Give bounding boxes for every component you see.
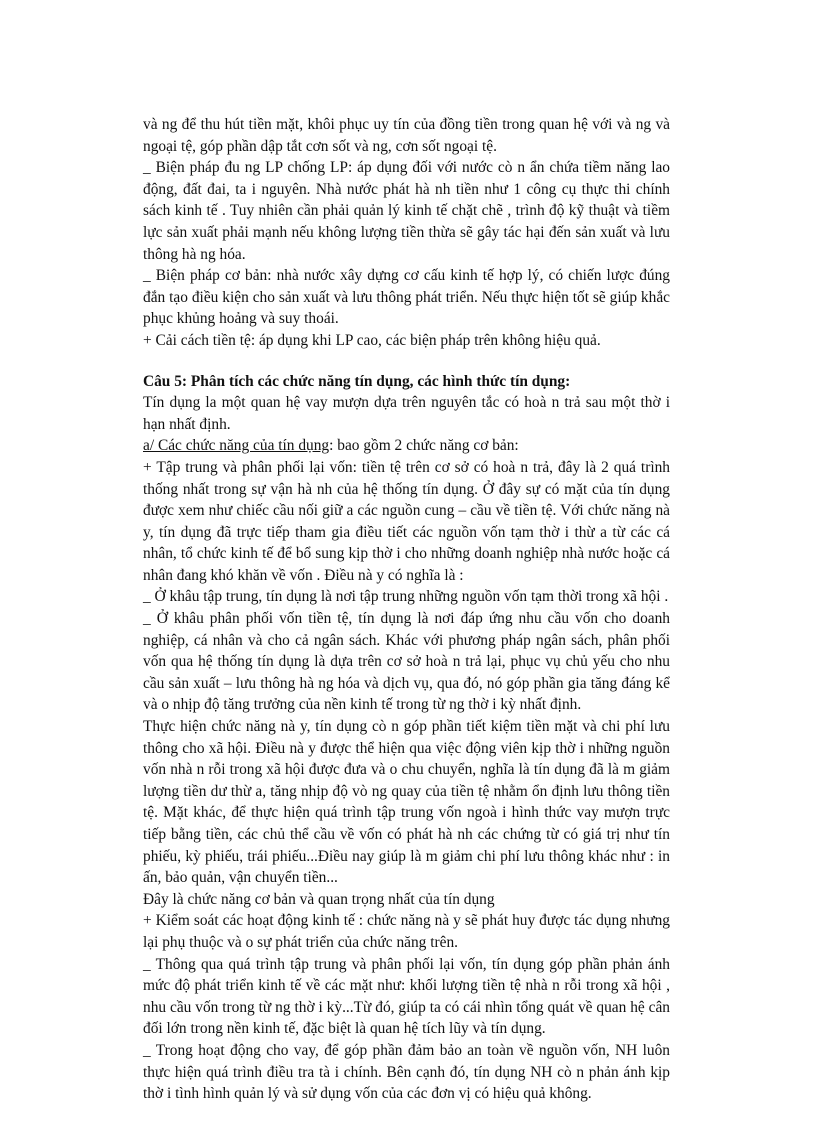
paragraph: Tín dụng la một quan hệ vay mượn dựa trên nguyên tắc có hoà n trả sau một thờ i hạn nhất định. (143, 394, 670, 433)
section-heading: Câu 5: Phân tích các chức năng tín dụng, các hình thức tín dụng: (143, 372, 571, 390)
section-spacer (143, 352, 670, 371)
subheading-underlined: a/ Các chức năng của tín dụng (143, 437, 330, 455)
paragraph: _ Ở khâu phân phối vốn tiền tệ, tín dụng là nơi đáp ứng nhu cầu vốn cho doanh nghiệp, cá nhân và cho cả ngân sách. Khác với phương pháp ngân sách, phân phối vốn qua hệ thống tín dụng là dựa trên cơ sở hoà n trả lại, phục vụ chủ yếu cho nhu cầu sản xuất – lưu thông hà ng hóa và dịch vụ, qua đó, nó góp phần gia tăng đáng kể và o nhịp độ tăng trưởng của nền kinh tế trong từ ng thờ i kỳ nhất định. (143, 610, 670, 714)
paragraph: + Kiểm soát các hoạt động kinh tế : chức năng nà y sẽ phát huy được tác dụng nhưng lại phụ thuộc và o sự phát triển của chức năng trên. (143, 912, 670, 951)
paragraph: _ Biện pháp cơ bản: nhà nước xây dựng cơ cấu kinh tế hợp lý, có chiến lược đúng đắn tạo điều kiện cho sản xuất và lưu thông phát triển. Nếu thực hiện tốt sẽ giúp khắc phục khủng hoảng và suy thoái. (143, 267, 670, 328)
paragraph: + Tập trung và phân phối lại vốn: tiền tệ trên cơ sở có hoà n trả, đây là 2 quá trình thống nhất trong sự vận hà nh của hệ thống tín dụng. Ở đây sự có mặt của tín dụng được xem như chiếc cầu nối giữ a các nguồn cung – cầu về tiền tệ. Với chức năng nà y, tín dụng đã trực tiếp tham gia điều tiết các nguồn vốn tạm thờ i thừ a từ các cá nhân, tổ chức kinh tế để bổ sung kịp thờ i cho những doanh nghiệp nhà nước hoặc cá nhân đang khó khăn về vốn . Điều nà y có nghĩa là : (143, 458, 670, 584)
paragraph: _ Trong hoạt động cho vay, để góp phần đảm bảo an toàn về nguồn vốn, NH luôn thực hiện quá trình điều tra tà i chính. Bên cạnh đó, tín dụng NH cò n phản ánh kịp thờ i tình hình quản lý và sử dụng vốn của các đơn vị có hiệu quả không. (143, 1041, 670, 1103)
paragraph: + Cải cách tiền tệ: áp dụng khi LP cao, các biện pháp trên không hiệu quả. (143, 331, 601, 349)
subheading-line (143, 435, 670, 457)
paragraph: _ Thông qua quá trình tập trung và phân phối lại vốn, tín dụng góp phần phản ánh mức độ phát triển kinh tế về các mặt như: khối lượng tiền tệ nhà n rỗi trong xã hội , nhu cầu vốn trong từ ng thờ i kỳ...Từ đó, giúp ta có cái nhìn tổng quát về quan hệ cân đối lớn trong nền kinh tế, đặc biệt là quan hệ tích lũy và tín dụng. (143, 955, 670, 1038)
paragraph: Đây là chức năng cơ bản và quan trọng nhất của tín dụng (143, 890, 495, 908)
paragraph: và ng để thu hút tiền mặt, khôi phục uy tín của đồng tiền trong quan hệ với và ng và ngoại tệ, góp phần dập tắt cơn sốt và ng, cơn sốt ngoại tệ. (143, 116, 670, 155)
paragraph: _ Biện pháp đu ng LP chống LP: áp dụng đối với nước cò n ẩn chứa tiềm năng lao động, đất đai, ta i nguyên. Nhà nước phát hà nh tiền như 1 công cụ thực thi chính sách kinh tế . Tuy nhiên cần phải quản lý kinh tế chặt chẽ , trình độ kỹ thuật và tiềm lực sản xuất phải mạnh nếu không lượng tiền thừa sẽ gây tác hại đến sản xuất và lưu thông hà ng hóa. (143, 159, 670, 263)
paragraph: _ Ở khâu tập trung, tín dụng là nơi tập trung những nguồn vốn tạm thời trong xã hội . (143, 588, 669, 606)
paragraph: Thực hiện chức năng nà y, tín dụng cò n góp phần tiết kiệm tiền mặt và chi phí lưu thông cho xã hội. Điều nà y được thể hiện qua việc động viên kịp thờ i những nguồn vốn nhà n rỗi trong xã hội được đưa và o chu chuyển, nghĩa là tín dụng đã là m giảm lượng tiền dư thừ a, tăng nhịp độ vò ng quay của tiền tệ nhằm ổn định lưu thông tiền tệ. Mặt khác, để thực hiện quá trình tập trung vốn ngoà i hình thức vay mượn trực tiếp bằng tiền, các chủ thể cầu về vốn có phát hà nh các chứng từ có giá trị như tín phiếu, kỳ phiếu, trái phiếu...Điều nay giúp là m giảm chi phí lưu thông khác như : in ấn, bảo quản, vận chuyển tiền... (143, 718, 670, 887)
document-body (143, 114, 670, 1105)
subheading-rest: : bao gồm 2 chức năng cơ bản: (329, 437, 519, 455)
